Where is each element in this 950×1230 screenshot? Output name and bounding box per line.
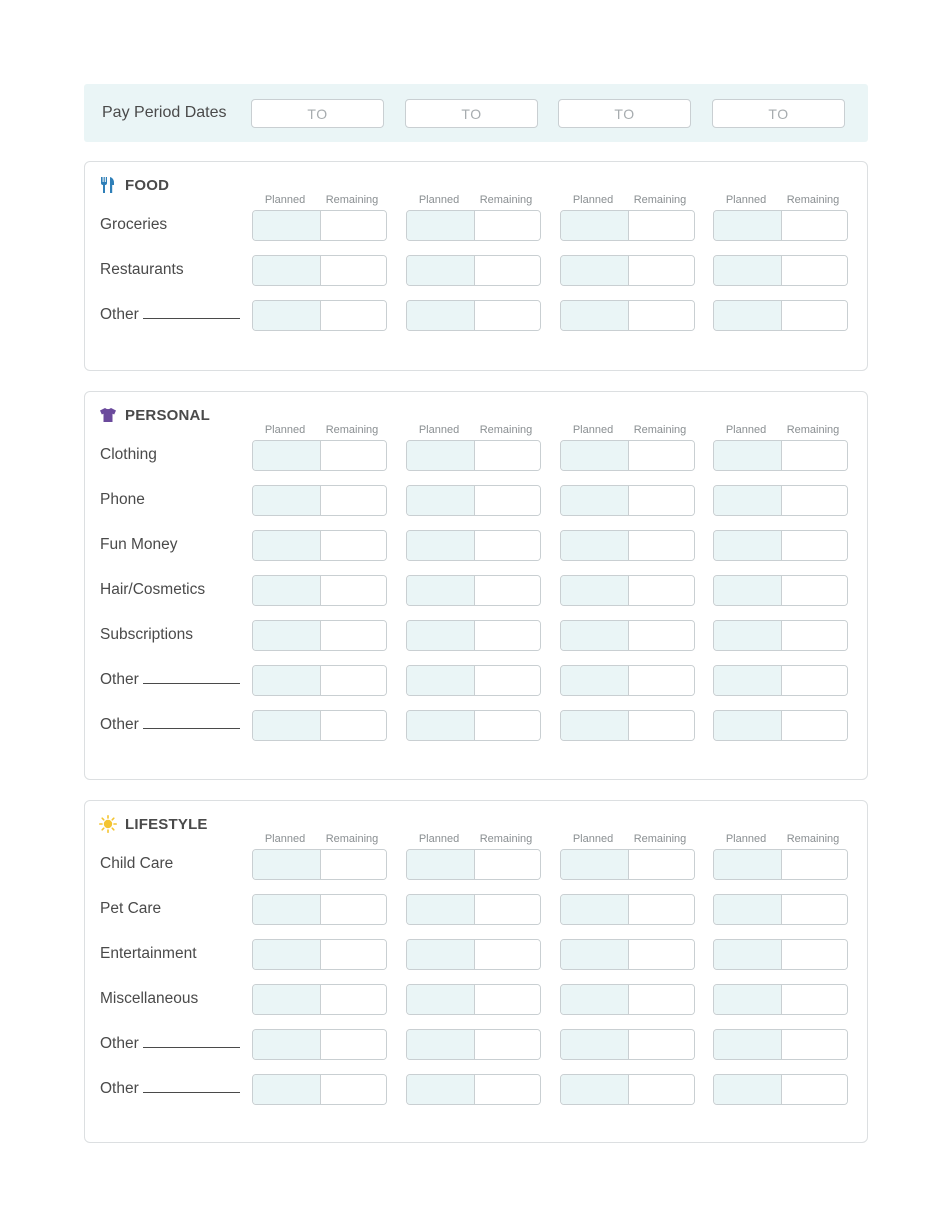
row-label: [100, 1029, 240, 1059]
pay-period-label: Pay Period Dates: [102, 104, 227, 121]
budget-cell-pair: [252, 255, 387, 286]
planned-input[interactable]: [253, 1030, 321, 1059]
planned-input[interactable]: [561, 441, 629, 470]
section-title: FOOD: [125, 176, 170, 194]
row-label-text: Child Care: [100, 855, 174, 872]
row-label-text: Other: [100, 716, 139, 733]
planned-header: Planned: [418, 833, 460, 845]
planned-header: Planned: [725, 424, 767, 436]
remaining-input[interactable]: [629, 531, 694, 560]
budget-cell-pair: [560, 665, 695, 696]
budget-cell-pair: [713, 894, 848, 925]
fork-knife-icon: [99, 176, 117, 194]
budget-cell-pair: [406, 210, 541, 241]
planned-input[interactable]: [561, 711, 629, 740]
budget-cell-pair: [560, 530, 695, 561]
budget-cell-pair: [560, 849, 695, 880]
budget-cell-pair: [406, 300, 541, 331]
shirt-icon: [99, 406, 117, 424]
remaining-header: Remaining: [325, 424, 379, 436]
write-in-line[interactable]: [143, 716, 240, 729]
row-label: [100, 710, 240, 740]
remaining-input[interactable]: [321, 895, 386, 924]
planned-input[interactable]: [714, 211, 782, 240]
budget-cell-pair: [252, 1074, 387, 1105]
column-header-1: [251, 424, 385, 436]
column-header-3: [559, 194, 693, 206]
budget-cell-pair: [713, 1029, 848, 1060]
planned-input[interactable]: [407, 850, 475, 879]
column-header-3: [559, 833, 693, 845]
planned-input[interactable]: [714, 711, 782, 740]
remaining-input[interactable]: [475, 895, 540, 924]
planned-input[interactable]: [561, 666, 629, 695]
column-header-4: [712, 194, 846, 206]
remaining-input[interactable]: [782, 850, 847, 879]
planned-input[interactable]: [714, 621, 782, 650]
row-label-text: Miscellaneous: [100, 990, 199, 1007]
remaining-input[interactable]: [629, 621, 694, 650]
write-in-line[interactable]: [143, 1035, 240, 1048]
planned-input[interactable]: [407, 711, 475, 740]
row-label-text: Phone: [100, 491, 145, 508]
row-label: [100, 575, 205, 605]
remaining-input[interactable]: [321, 850, 386, 879]
planned-input[interactable]: [253, 1075, 321, 1104]
planned-input[interactable]: [407, 985, 475, 1014]
section-header: [99, 175, 169, 195]
budget-cell-pair: [713, 849, 848, 880]
section-title: LIFESTYLE: [125, 815, 208, 833]
write-in-line[interactable]: [143, 306, 240, 319]
remaining-input[interactable]: [629, 850, 694, 879]
planned-input[interactable]: [561, 985, 629, 1014]
planned-input[interactable]: [561, 301, 629, 330]
budget-cell-pair: [713, 939, 848, 970]
planned-input[interactable]: [407, 211, 475, 240]
planned-input[interactable]: [253, 531, 321, 560]
remaining-input[interactable]: [475, 576, 540, 605]
remaining-input[interactable]: [782, 576, 847, 605]
remaining-input[interactable]: [782, 985, 847, 1014]
planned-header: Planned: [572, 194, 614, 206]
budget-cell-pair: [252, 210, 387, 241]
remaining-input[interactable]: [475, 1030, 540, 1059]
column-header-3: [559, 424, 693, 436]
planned-input[interactable]: [253, 895, 321, 924]
remaining-input[interactable]: [475, 211, 540, 240]
planned-input[interactable]: [714, 256, 782, 285]
row-label: [100, 255, 184, 285]
remaining-input[interactable]: [475, 301, 540, 330]
budget-cell-pair: [406, 894, 541, 925]
pay-period-bar: [84, 84, 868, 142]
remaining-input[interactable]: [782, 895, 847, 924]
budget-cell-pair: [252, 1029, 387, 1060]
remaining-input[interactable]: [629, 256, 694, 285]
row-label: [100, 300, 240, 330]
planned-input[interactable]: [714, 895, 782, 924]
planned-input[interactable]: [561, 211, 629, 240]
budget-cell-pair: [406, 984, 541, 1015]
remaining-input[interactable]: [321, 1030, 386, 1059]
planned-input[interactable]: [407, 895, 475, 924]
planned-header: Planned: [264, 833, 306, 845]
planned-input[interactable]: [407, 940, 475, 969]
section-title: PERSONAL: [125, 406, 210, 424]
row-label-text: Subscriptions: [100, 626, 194, 643]
remaining-header: Remaining: [633, 194, 687, 206]
remaining-input[interactable]: [629, 985, 694, 1014]
remaining-input[interactable]: [475, 940, 540, 969]
budget-cell-pair: [252, 984, 387, 1015]
planned-header: Planned: [264, 424, 306, 436]
budget-cell-pair: [560, 300, 695, 331]
budget-cell-pair: [713, 300, 848, 331]
planned-input[interactable]: [253, 985, 321, 1014]
planned-input[interactable]: [714, 1075, 782, 1104]
remaining-header: Remaining: [479, 194, 533, 206]
remaining-header: Remaining: [786, 833, 840, 845]
planned-header: Planned: [418, 424, 460, 436]
budget-cell-pair: [252, 300, 387, 331]
budget-cell-pair: [406, 575, 541, 606]
row-label-text: Pet Care: [100, 900, 162, 917]
planned-input[interactable]: [407, 301, 475, 330]
remaining-header: Remaining: [786, 194, 840, 206]
write-in-line[interactable]: [143, 1080, 240, 1093]
remaining-input[interactable]: [782, 531, 847, 560]
budget-cell-pair: [406, 1029, 541, 1060]
remaining-input[interactable]: [629, 211, 694, 240]
remaining-header: Remaining: [633, 833, 687, 845]
remaining-input[interactable]: [321, 531, 386, 560]
planned-header: Planned: [725, 833, 767, 845]
row-label: [100, 440, 157, 470]
budget-cell-pair: [406, 849, 541, 880]
remaining-input[interactable]: [321, 940, 386, 969]
budget-cell-pair: [252, 575, 387, 606]
remaining-input[interactable]: [475, 666, 540, 695]
remaining-input[interactable]: [782, 211, 847, 240]
row-label: [100, 984, 198, 1014]
remaining-input[interactable]: [321, 576, 386, 605]
budget-cell-pair: [252, 620, 387, 651]
planned-input[interactable]: [253, 301, 321, 330]
planned-input[interactable]: [253, 621, 321, 650]
planned-input[interactable]: [253, 940, 321, 969]
planned-input[interactable]: [714, 576, 782, 605]
remaining-input[interactable]: [629, 441, 694, 470]
budget-cell-pair: [560, 1074, 695, 1105]
budget-cell-pair: [252, 849, 387, 880]
remaining-header: Remaining: [479, 833, 533, 845]
remaining-input[interactable]: [321, 256, 386, 285]
section-personal: [84, 391, 868, 780]
budget-cell-pair: [406, 530, 541, 561]
section-lifestyle: [84, 800, 868, 1143]
budget-cell-pair: [406, 485, 541, 516]
planned-input[interactable]: [561, 531, 629, 560]
budget-cell-pair: [406, 440, 541, 471]
budget-cell-pair: [406, 1074, 541, 1105]
planned-input[interactable]: [561, 1030, 629, 1059]
row-label-text: Entertainment: [100, 945, 197, 962]
budget-cell-pair: [252, 894, 387, 925]
remaining-input[interactable]: [629, 576, 694, 605]
planned-input[interactable]: [714, 441, 782, 470]
budget-cell-pair: [560, 255, 695, 286]
row-label: [100, 849, 173, 879]
column-header-4: [712, 833, 846, 845]
planned-input[interactable]: [407, 486, 475, 515]
remaining-header: Remaining: [633, 424, 687, 436]
planned-header: Planned: [264, 194, 306, 206]
remaining-input[interactable]: [782, 256, 847, 285]
budget-cell-pair: [560, 939, 695, 970]
column-header-2: [405, 424, 539, 436]
budget-cell-pair: [406, 620, 541, 651]
planned-input[interactable]: [253, 850, 321, 879]
remaining-input[interactable]: [321, 666, 386, 695]
budget-cell-pair: [406, 710, 541, 741]
row-label-text: Hair/Cosmetics: [100, 581, 206, 598]
budget-cell-pair: [713, 665, 848, 696]
remaining-input[interactable]: [321, 711, 386, 740]
remaining-input[interactable]: [321, 1075, 386, 1104]
remaining-input[interactable]: [782, 301, 847, 330]
row-label-text: Other: [100, 1035, 139, 1052]
remaining-input[interactable]: [629, 301, 694, 330]
planned-input[interactable]: [561, 486, 629, 515]
write-in-line[interactable]: [143, 671, 240, 684]
planned-input[interactable]: [253, 711, 321, 740]
planned-input[interactable]: [714, 850, 782, 879]
budget-cell-pair: [713, 620, 848, 651]
row-label: [100, 939, 197, 969]
remaining-input[interactable]: [782, 940, 847, 969]
remaining-input[interactable]: [321, 621, 386, 650]
budget-cell-pair: [560, 1029, 695, 1060]
planned-input[interactable]: [407, 576, 475, 605]
remaining-input[interactable]: [629, 1075, 694, 1104]
row-label-text: Groceries: [100, 216, 168, 233]
row-label: [100, 485, 145, 515]
remaining-input[interactable]: [475, 531, 540, 560]
planned-input[interactable]: [714, 486, 782, 515]
planned-input[interactable]: [253, 576, 321, 605]
budget-cell-pair: [713, 1074, 848, 1105]
budget-cell-pair: [560, 710, 695, 741]
row-label: [100, 210, 167, 240]
remaining-input[interactable]: [475, 486, 540, 515]
remaining-header: Remaining: [325, 194, 379, 206]
pay-period-date-field-1[interactable]: TO: [251, 99, 384, 128]
budget-cell-pair: [560, 210, 695, 241]
budget-cell-pair: [560, 575, 695, 606]
section-header: [99, 405, 210, 425]
remaining-input[interactable]: [782, 621, 847, 650]
budget-cell-pair: [560, 984, 695, 1015]
budget-cell-pair: [560, 440, 695, 471]
row-label: [100, 665, 240, 695]
remaining-input[interactable]: [321, 211, 386, 240]
planned-input[interactable]: [407, 441, 475, 470]
remaining-header: Remaining: [479, 424, 533, 436]
planned-input[interactable]: [561, 850, 629, 879]
budget-cell-pair: [713, 210, 848, 241]
remaining-input[interactable]: [629, 666, 694, 695]
column-header-2: [405, 833, 539, 845]
remaining-input[interactable]: [321, 441, 386, 470]
planned-input[interactable]: [714, 940, 782, 969]
planned-input[interactable]: [407, 256, 475, 285]
remaining-input[interactable]: [782, 441, 847, 470]
remaining-input[interactable]: [629, 711, 694, 740]
budget-cell-pair: [713, 575, 848, 606]
planned-input[interactable]: [561, 895, 629, 924]
row-label: [100, 894, 161, 924]
row-label-text: Other: [100, 306, 139, 323]
planned-input[interactable]: [561, 256, 629, 285]
remaining-input[interactable]: [629, 486, 694, 515]
planned-input[interactable]: [561, 940, 629, 969]
planned-input[interactable]: [253, 441, 321, 470]
section-food: [84, 161, 868, 371]
budget-cell-pair: [406, 255, 541, 286]
remaining-input[interactable]: [782, 1075, 847, 1104]
budget-cell-pair: [252, 530, 387, 561]
remaining-input[interactable]: [629, 895, 694, 924]
planned-input[interactable]: [714, 531, 782, 560]
planned-input[interactable]: [714, 985, 782, 1014]
remaining-input[interactable]: [475, 850, 540, 879]
budget-cell-pair: [252, 939, 387, 970]
remaining-input[interactable]: [475, 441, 540, 470]
budget-cell-pair: [713, 440, 848, 471]
pay-period-date-field-2[interactable]: TO: [405, 99, 538, 128]
planned-input[interactable]: [407, 1075, 475, 1104]
row-label-text: Clothing: [100, 446, 157, 463]
planned-input[interactable]: [253, 666, 321, 695]
remaining-input[interactable]: [629, 940, 694, 969]
budget-cell-pair: [713, 255, 848, 286]
row-label-text: Fun Money: [100, 536, 178, 553]
column-header-1: [251, 833, 385, 845]
row-label: [100, 530, 178, 560]
column-header-4: [712, 424, 846, 436]
budget-cell-pair: [560, 485, 695, 516]
planned-input[interactable]: [253, 211, 321, 240]
planned-input[interactable]: [561, 621, 629, 650]
remaining-input[interactable]: [321, 486, 386, 515]
row-label-text: Other: [100, 1080, 139, 1097]
remaining-input[interactable]: [629, 1030, 694, 1059]
remaining-input[interactable]: [782, 1030, 847, 1059]
remaining-input[interactable]: [321, 985, 386, 1014]
row-label-text: Restaurants: [100, 261, 184, 278]
remaining-input[interactable]: [475, 1075, 540, 1104]
remaining-input[interactable]: [782, 666, 847, 695]
remaining-input[interactable]: [475, 621, 540, 650]
planned-header: Planned: [572, 424, 614, 436]
budget-cell-pair: [252, 665, 387, 696]
planned-input[interactable]: [407, 531, 475, 560]
budget-cell-pair: [713, 984, 848, 1015]
planned-input[interactable]: [561, 576, 629, 605]
budget-cell-pair: [252, 485, 387, 516]
column-header-1: [251, 194, 385, 206]
planned-input[interactable]: [407, 621, 475, 650]
planned-input[interactable]: [714, 301, 782, 330]
planned-input[interactable]: [407, 1030, 475, 1059]
remaining-header: Remaining: [786, 424, 840, 436]
budget-cell-pair: [713, 485, 848, 516]
remaining-header: Remaining: [325, 833, 379, 845]
row-label: [100, 620, 193, 650]
planned-input[interactable]: [714, 1030, 782, 1059]
sun-icon: [99, 815, 117, 833]
pay-period-date-field-4[interactable]: TO: [712, 99, 845, 128]
row-label-text: Other: [100, 671, 139, 688]
budget-cell-pair: [713, 530, 848, 561]
remaining-input[interactable]: [782, 486, 847, 515]
remaining-input[interactable]: [475, 985, 540, 1014]
planned-input[interactable]: [407, 666, 475, 695]
remaining-input[interactable]: [782, 711, 847, 740]
section-header: [99, 814, 208, 834]
budget-cell-pair: [406, 939, 541, 970]
planned-input[interactable]: [561, 1075, 629, 1104]
column-header-2: [405, 194, 539, 206]
budget-cell-pair: [406, 665, 541, 696]
remaining-input[interactable]: [475, 711, 540, 740]
planned-input[interactable]: [253, 486, 321, 515]
budget-cell-pair: [713, 710, 848, 741]
remaining-input[interactable]: [475, 256, 540, 285]
budget-cell-pair: [560, 620, 695, 651]
planned-header: Planned: [725, 194, 767, 206]
planned-input[interactable]: [714, 666, 782, 695]
pay-period-date-field-3[interactable]: TO: [558, 99, 691, 128]
planned-header: Planned: [572, 833, 614, 845]
row-label: [100, 1074, 240, 1104]
budget-cell-pair: [252, 710, 387, 741]
budget-cell-pair: [560, 894, 695, 925]
planned-input[interactable]: [253, 256, 321, 285]
remaining-input[interactable]: [321, 301, 386, 330]
planned-header: Planned: [418, 194, 460, 206]
budget-cell-pair: [252, 440, 387, 471]
